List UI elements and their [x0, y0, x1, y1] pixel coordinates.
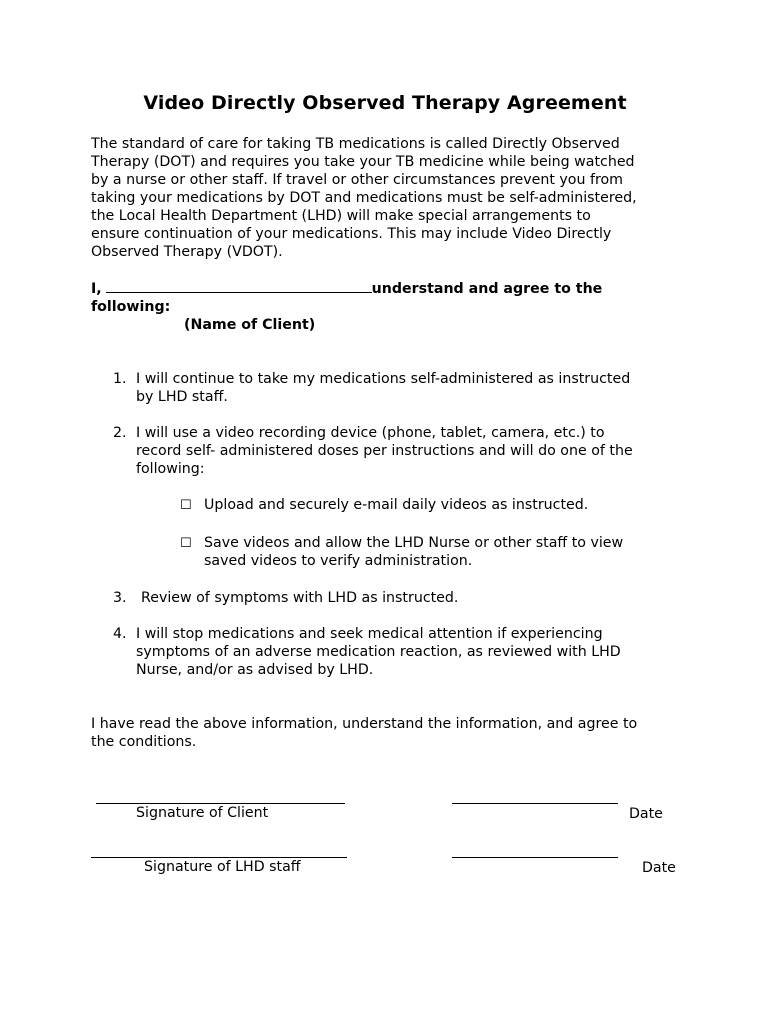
agreement-statement [91, 280, 602, 298]
closing-line: the conditions. [91, 734, 197, 750]
item-text: following: [136, 461, 205, 477]
intro-line: The standard of care for taking TB medications is called Directly Observed [91, 136, 620, 152]
item-number: 4. [113, 626, 127, 642]
intro-line: by a nurse or other staff. If travel or other circumstances prevent you from [91, 172, 624, 188]
client-date-label: Date [629, 806, 663, 822]
item-number: 3. [113, 590, 127, 606]
intro-line: the Local Health Department (LHD) will make special arrangements to [91, 208, 591, 224]
item-text: I will stop medications and seek medical attention if experiencing [136, 626, 603, 642]
item-number: 1. [113, 371, 127, 387]
intro-line: ensure continuation of your medications. This may include Video Directly [91, 226, 612, 242]
checkbox-save[interactable]: ☐ [180, 536, 192, 551]
item-text: Nurse, and/or as advised by LHD. [136, 662, 374, 678]
item-text: Review of symptoms with LHD as instructed. [141, 590, 459, 606]
staff-signature-line[interactable] [91, 857, 347, 858]
document-title: Video Directly Observed Therapy Agreement [143, 92, 627, 114]
item-text: I will continue to take my medications self-administered as instructed [136, 371, 631, 387]
agreement-suffix: understand and agree to the [371, 281, 603, 297]
name-caption: (Name of Client) [184, 317, 316, 333]
intro-paragraph [91, 135, 691, 261]
staff-date-label: Date [642, 860, 676, 876]
agreement-line2: following: [91, 299, 171, 315]
option-text: Save videos and allow the LHD Nurse or other staff to view [204, 535, 624, 551]
item-number: 2. [113, 425, 127, 441]
client-name-blank[interactable] [106, 280, 372, 293]
staff-date-line[interactable] [452, 857, 618, 858]
intro-line: Observed Therapy (VDOT). [91, 244, 283, 260]
item-text: record self- administered doses per instructions and will do one of the [136, 443, 633, 459]
option-text: Upload and securely e-mail daily videos as instructed. [204, 497, 589, 513]
item-text: I will use a video recording device (phone, tablet, camera, etc.) to [136, 425, 605, 441]
staff-signature-label: Signature of LHD staff [144, 859, 301, 875]
agreement-prefix: I, [91, 281, 102, 297]
client-signature-line[interactable] [96, 803, 345, 804]
item-text: symptoms of an adverse medication reaction, as reviewed with LHD [136, 644, 621, 660]
client-signature-label: Signature of Client [136, 805, 269, 821]
closing-line: I have read the above information, understand the information, and agree to [91, 716, 638, 732]
item-text: by LHD staff. [136, 389, 228, 405]
intro-line: Therapy (DOT) and requires you take your TB medicine while being watched [91, 154, 635, 170]
client-date-line[interactable] [452, 803, 618, 804]
checkbox-upload[interactable]: ☐ [180, 498, 192, 513]
option-text: saved videos to verify administration. [204, 553, 473, 569]
intro-line: taking your medications by DOT and medications must be self-administered, [91, 190, 637, 206]
